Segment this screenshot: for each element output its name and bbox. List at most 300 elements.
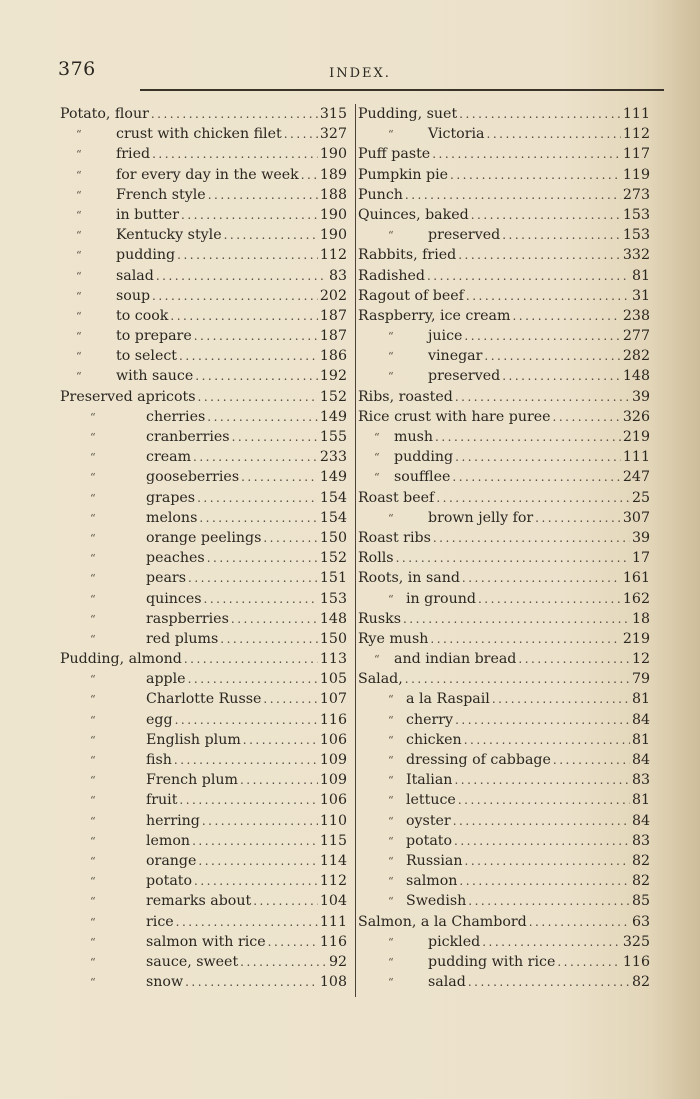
page-reference: 277 xyxy=(622,328,650,345)
index-entry xyxy=(60,286,347,306)
page-reference: 153 xyxy=(622,206,650,223)
index-subentry: cream xyxy=(146,449,192,466)
index-subentry: salmon with rice xyxy=(146,933,266,950)
dot-leader xyxy=(263,528,318,548)
dot-leader xyxy=(177,245,318,265)
ditto-mark: “ xyxy=(90,713,96,727)
page-reference: 39 xyxy=(631,529,650,546)
index-entry xyxy=(358,306,650,326)
index-heading: Radished xyxy=(358,267,425,284)
page-reference: 17 xyxy=(631,550,650,567)
index-subentry: a la Raspail xyxy=(406,691,490,708)
dot-leader xyxy=(405,185,621,205)
dot-leader xyxy=(458,245,621,265)
index-subentry: for every day in the week xyxy=(116,166,299,183)
index-entry xyxy=(358,790,650,810)
dot-leader xyxy=(453,811,630,831)
ditto-mark: “ xyxy=(76,188,82,202)
page-reference: 83 xyxy=(631,772,650,789)
index-entry xyxy=(358,932,650,952)
page-reference: 84 xyxy=(631,812,650,829)
index-subentry: French plum xyxy=(146,772,238,789)
page-reference: 81 xyxy=(631,267,650,284)
ditto-mark: “ xyxy=(388,814,394,828)
dot-leader xyxy=(462,568,621,588)
dot-leader xyxy=(466,286,630,306)
index-entry xyxy=(358,629,650,649)
index-heading: Quinces, baked xyxy=(358,206,469,223)
dot-leader xyxy=(198,387,318,407)
dot-leader xyxy=(553,750,630,770)
index-subentry: crust with chicken filet xyxy=(116,126,282,143)
page-reference: 110 xyxy=(319,812,347,829)
index-subentry: pudding with rice xyxy=(428,953,556,970)
ditto-mark: “ xyxy=(388,370,394,384)
index-subentry: fish xyxy=(146,752,172,768)
ditto-mark: “ xyxy=(76,148,82,162)
index-heading: Puff paste xyxy=(358,146,431,163)
column-divider xyxy=(355,104,356,997)
page-reference: 81 xyxy=(631,691,650,708)
index-subentry: and indian bread xyxy=(394,651,517,668)
index-entry xyxy=(60,548,347,568)
page-reference: 106 xyxy=(319,731,347,748)
ditto-mark: “ xyxy=(90,915,96,929)
ditto-mark: “ xyxy=(90,511,96,525)
ditto-mark: “ xyxy=(90,632,96,646)
ditto-mark: “ xyxy=(388,713,394,727)
page-reference: 247 xyxy=(622,469,650,486)
index-entry xyxy=(358,124,650,144)
index-subentry: cranberries xyxy=(146,429,230,445)
dot-leader xyxy=(436,488,630,508)
index-heading: Salmon, a la Chambord xyxy=(358,913,527,930)
dot-leader xyxy=(435,427,621,447)
index-heading: Roots, in sand xyxy=(358,570,460,587)
page-reference: 18 xyxy=(631,610,650,627)
dot-leader xyxy=(492,689,630,709)
page-reference: 149 xyxy=(319,469,347,486)
index-column-left xyxy=(60,104,347,992)
index-subentry: Italian xyxy=(406,772,453,789)
index-entry xyxy=(60,245,347,265)
index-subentry: red plums xyxy=(146,630,219,647)
dot-leader xyxy=(194,871,318,891)
dot-leader xyxy=(484,346,620,366)
page-reference: 190 xyxy=(319,146,347,163)
ditto-mark: “ xyxy=(90,733,96,747)
index-subentry: rice xyxy=(146,913,174,930)
index-entry xyxy=(358,528,650,548)
ditto-mark: “ xyxy=(374,431,380,444)
index-entry xyxy=(358,851,650,871)
index-subentry: mush xyxy=(394,429,434,445)
index-subentry: orange xyxy=(146,852,197,869)
page-reference: 238 xyxy=(622,307,650,324)
ditto-mark: “ xyxy=(90,955,96,969)
dot-leader xyxy=(468,972,630,992)
ditto-mark: “ xyxy=(388,875,394,889)
ditto-mark: “ xyxy=(90,410,96,424)
index-subentry: to cook xyxy=(116,307,169,324)
ditto-mark: “ xyxy=(90,572,96,586)
dot-leader xyxy=(284,124,318,144)
ditto-mark: “ xyxy=(388,229,394,243)
index-entry xyxy=(60,447,347,467)
page-reference: 155 xyxy=(319,429,347,445)
page-reference: 187 xyxy=(319,328,347,345)
page-reference: 117 xyxy=(622,146,650,163)
index-entry xyxy=(358,447,650,467)
index-entry xyxy=(358,871,650,891)
page-reference: 161 xyxy=(622,570,650,587)
dot-leader xyxy=(454,831,630,851)
index-subentry: remarks about xyxy=(146,893,252,910)
index-subentry: soufflee xyxy=(394,469,451,486)
index-entry xyxy=(358,689,650,709)
dot-leader xyxy=(478,589,621,609)
page-reference: 154 xyxy=(319,489,347,506)
ditto-mark: “ xyxy=(388,895,394,909)
index-entry xyxy=(358,649,650,669)
ditto-mark: “ xyxy=(76,229,82,243)
index-entry xyxy=(358,891,650,911)
index-entry xyxy=(358,205,650,225)
ditto-mark: “ xyxy=(76,249,82,263)
ditto-mark: “ xyxy=(388,592,394,606)
page-reference: 154 xyxy=(319,509,347,526)
dot-leader xyxy=(454,770,630,790)
ditto-mark: “ xyxy=(388,754,394,767)
index-entry xyxy=(60,326,347,346)
index-entry xyxy=(358,508,650,528)
dot-leader xyxy=(188,669,318,689)
index-heading: Ribs, roasted xyxy=(358,388,453,405)
index-entry xyxy=(60,225,347,245)
page-reference: 162 xyxy=(622,590,650,607)
index-entry xyxy=(60,366,347,386)
index-entry xyxy=(358,589,650,609)
index-subentry: Charlotte Russe xyxy=(146,691,262,708)
index-heading: Roast ribs xyxy=(358,529,431,546)
page-reference: 112 xyxy=(622,126,650,143)
ditto-mark: “ xyxy=(90,531,96,545)
index-entry xyxy=(358,568,650,588)
dot-leader xyxy=(202,811,318,831)
index-entry xyxy=(358,730,650,750)
index-entry xyxy=(358,387,650,407)
index-subentry: to prepare xyxy=(116,328,192,345)
page-reference: 85 xyxy=(631,893,650,910)
page-reference: 219 xyxy=(622,429,650,445)
index-subentry: quinces xyxy=(146,590,202,607)
index-subentry: lemon xyxy=(146,832,191,849)
dot-leader xyxy=(175,710,318,730)
ditto-mark: “ xyxy=(388,693,394,707)
index-entry xyxy=(60,407,347,427)
index-subentry: peaches xyxy=(146,550,205,567)
dot-leader xyxy=(450,165,621,185)
dot-leader xyxy=(455,710,630,730)
index-heading: Rolls xyxy=(358,550,394,567)
ditto-mark: “ xyxy=(388,976,394,990)
dot-leader xyxy=(151,104,318,124)
ditto-mark: “ xyxy=(90,814,96,828)
index-subentry: apple xyxy=(146,671,186,688)
index-subentry: pudding xyxy=(116,247,176,264)
index-entry xyxy=(358,710,650,730)
index-subentry: pickled xyxy=(428,933,481,950)
dot-leader xyxy=(208,185,318,205)
dot-leader xyxy=(459,104,621,124)
dot-leader xyxy=(194,326,318,346)
page-reference: 150 xyxy=(319,529,347,546)
ditto-mark: “ xyxy=(90,794,96,808)
index-entry xyxy=(358,609,650,629)
index-entry xyxy=(358,952,650,972)
index-entry xyxy=(358,266,650,286)
ditto-mark: “ xyxy=(90,673,96,687)
index-entry xyxy=(60,104,347,124)
dot-leader xyxy=(430,629,621,649)
ditto-mark: “ xyxy=(76,330,82,344)
index-subentry: chicken xyxy=(406,731,462,748)
page-reference: 114 xyxy=(319,852,347,869)
dot-leader xyxy=(184,649,318,669)
index-entry xyxy=(60,831,347,851)
page-reference: 104 xyxy=(319,893,347,910)
index-subentry: potato xyxy=(146,873,193,890)
index-subentry: oyster xyxy=(406,812,451,829)
page-reference: 109 xyxy=(319,772,347,789)
index-subentry: cherry xyxy=(406,711,454,728)
index-heading: Raspberry, ice cream xyxy=(358,307,511,324)
page-reference: 148 xyxy=(319,610,347,627)
dot-leader xyxy=(170,306,318,326)
ditto-mark: “ xyxy=(90,834,96,848)
index-entry xyxy=(60,387,347,407)
index-subentry: dressing of cabbage xyxy=(406,752,551,768)
index-heading: Rabbits, fried xyxy=(358,247,457,264)
index-entry xyxy=(60,790,347,810)
index-entry xyxy=(60,427,347,447)
dot-leader xyxy=(263,689,318,709)
page-reference: 119 xyxy=(622,166,650,183)
running-head: INDEX. xyxy=(329,66,391,81)
index-entry xyxy=(60,710,347,730)
index-entry xyxy=(358,750,650,770)
index-entry xyxy=(358,831,650,851)
index-entry xyxy=(358,427,650,447)
dot-leader xyxy=(535,508,621,528)
index-entry xyxy=(60,144,347,164)
ditto-mark: “ xyxy=(76,350,82,364)
index-subentry: raspberries xyxy=(146,610,229,627)
page-reference: 153 xyxy=(319,590,347,607)
ditto-mark: “ xyxy=(388,330,394,344)
index-entry xyxy=(60,185,347,205)
page-reference: 111 xyxy=(622,449,650,466)
index-entry xyxy=(358,912,650,932)
page-reference: 150 xyxy=(319,630,347,647)
ditto-mark: “ xyxy=(76,309,82,323)
index-subentry: fruit xyxy=(146,792,178,809)
page-reference: 187 xyxy=(319,307,347,324)
page-number: 376 xyxy=(58,58,96,80)
page-reference: 332 xyxy=(622,247,650,264)
dot-leader xyxy=(433,528,630,548)
dot-leader xyxy=(468,891,630,911)
page-reference: 31 xyxy=(631,287,650,304)
index-subentry: orange peelings xyxy=(146,529,262,546)
ditto-mark: “ xyxy=(388,350,394,364)
ditto-mark: “ xyxy=(90,774,96,788)
index-entry xyxy=(60,750,347,770)
dot-leader xyxy=(156,266,327,286)
index-heading: Rusks xyxy=(358,610,401,627)
page-reference: 108 xyxy=(319,974,347,991)
index-subentry: salmon xyxy=(406,873,458,890)
dot-leader xyxy=(268,932,318,952)
ditto-mark: “ xyxy=(90,592,96,606)
ditto-mark: “ xyxy=(76,269,82,283)
dot-leader xyxy=(152,286,318,306)
page-reference: 111 xyxy=(319,913,347,930)
index-entry xyxy=(60,528,347,548)
index-entry xyxy=(60,266,347,286)
dot-leader xyxy=(204,589,318,609)
ditto-mark: “ xyxy=(388,834,394,848)
index-entry xyxy=(358,104,650,124)
index-entry xyxy=(358,548,650,568)
index-subentry: grapes xyxy=(146,489,196,506)
ditto-mark: “ xyxy=(90,895,96,909)
dot-leader xyxy=(502,366,621,386)
dot-leader xyxy=(471,205,621,225)
index-entry xyxy=(60,124,347,144)
index-subentry: potato xyxy=(406,832,453,849)
dot-leader xyxy=(459,871,630,891)
page-reference: 326 xyxy=(622,408,650,425)
page-reference: 112 xyxy=(319,247,347,264)
dot-leader xyxy=(179,790,317,810)
index-entry xyxy=(358,467,650,487)
index-entry xyxy=(60,467,347,487)
index-subentry: sauce, sweet xyxy=(146,953,239,970)
index-heading: Ragout of beef xyxy=(358,287,464,304)
dot-leader xyxy=(253,891,318,911)
index-entry xyxy=(60,891,347,911)
ditto-mark: “ xyxy=(76,128,82,142)
dot-leader xyxy=(197,488,318,508)
page-reference: 148 xyxy=(622,368,650,385)
page-reference: 152 xyxy=(319,388,347,405)
index-subentry: pears xyxy=(146,570,186,587)
page-reference: 83 xyxy=(631,832,650,849)
index-columns xyxy=(60,104,650,997)
dot-leader xyxy=(188,568,318,588)
page-reference: 107 xyxy=(319,691,347,708)
page-reference: 25 xyxy=(631,489,650,506)
index-subentry: juice xyxy=(428,328,463,345)
dot-leader xyxy=(185,972,318,992)
index-entry xyxy=(358,346,650,366)
ditto-mark: “ xyxy=(90,491,96,505)
dot-leader xyxy=(192,831,318,851)
index-subentry: snow xyxy=(146,974,184,991)
dot-leader xyxy=(465,851,630,871)
index-subentry: with sauce xyxy=(116,368,194,385)
dot-leader xyxy=(432,144,621,164)
index-entry xyxy=(358,326,650,346)
dot-leader xyxy=(176,912,318,932)
index-entry xyxy=(358,366,650,386)
index-subentry: egg xyxy=(146,711,173,728)
index-entry xyxy=(60,871,347,891)
page-reference: 84 xyxy=(631,711,650,728)
ditto-mark: “ xyxy=(388,128,394,142)
dot-leader xyxy=(557,952,621,972)
dot-leader xyxy=(193,447,318,467)
index-entry xyxy=(358,972,650,992)
index-entry xyxy=(358,185,650,205)
page-reference: 115 xyxy=(319,832,347,849)
page-reference: 202 xyxy=(319,287,347,304)
ditto-mark: “ xyxy=(388,955,394,969)
dot-leader xyxy=(243,730,318,750)
ditto-mark: “ xyxy=(90,693,96,707)
index-entry xyxy=(60,972,347,992)
index-heading: Pudding, suet xyxy=(358,106,458,122)
page-reference: 273 xyxy=(622,186,650,203)
ditto-mark: “ xyxy=(90,854,96,868)
index-column-right xyxy=(358,104,650,992)
index-heading: Salad, xyxy=(358,671,403,688)
index-subentry: in ground xyxy=(406,590,476,607)
page-reference: 79 xyxy=(631,671,650,688)
index-entry xyxy=(358,407,650,427)
page-header xyxy=(58,58,662,88)
page-reference: 153 xyxy=(622,227,650,244)
index-entry xyxy=(60,851,347,871)
index-heading: Rye mush xyxy=(358,630,429,647)
index-entry xyxy=(60,689,347,709)
index-subentry: preserved xyxy=(428,227,501,244)
page-reference: 149 xyxy=(319,408,347,425)
page-reference: 282 xyxy=(622,348,650,365)
index-entry xyxy=(358,770,650,790)
index-subentry: preserved xyxy=(428,368,501,385)
page-reference: 82 xyxy=(631,852,650,869)
dot-leader xyxy=(241,467,318,487)
page-reference: 190 xyxy=(319,206,347,223)
dot-leader xyxy=(240,770,318,790)
page-reference: 190 xyxy=(319,227,347,244)
page-reference: 106 xyxy=(319,792,347,809)
index-heading: Potato, flour xyxy=(60,106,149,122)
dot-leader xyxy=(220,629,318,649)
index-entry xyxy=(60,952,347,972)
ditto-mark: “ xyxy=(90,754,96,767)
index-subentry: Victoria xyxy=(428,126,485,143)
ditto-mark: “ xyxy=(90,471,96,485)
ditto-mark: “ xyxy=(90,552,96,566)
page-reference: 116 xyxy=(319,711,347,728)
index-entry xyxy=(60,629,347,649)
dot-leader xyxy=(199,508,318,528)
dot-leader xyxy=(231,609,318,629)
dot-leader xyxy=(487,124,621,144)
